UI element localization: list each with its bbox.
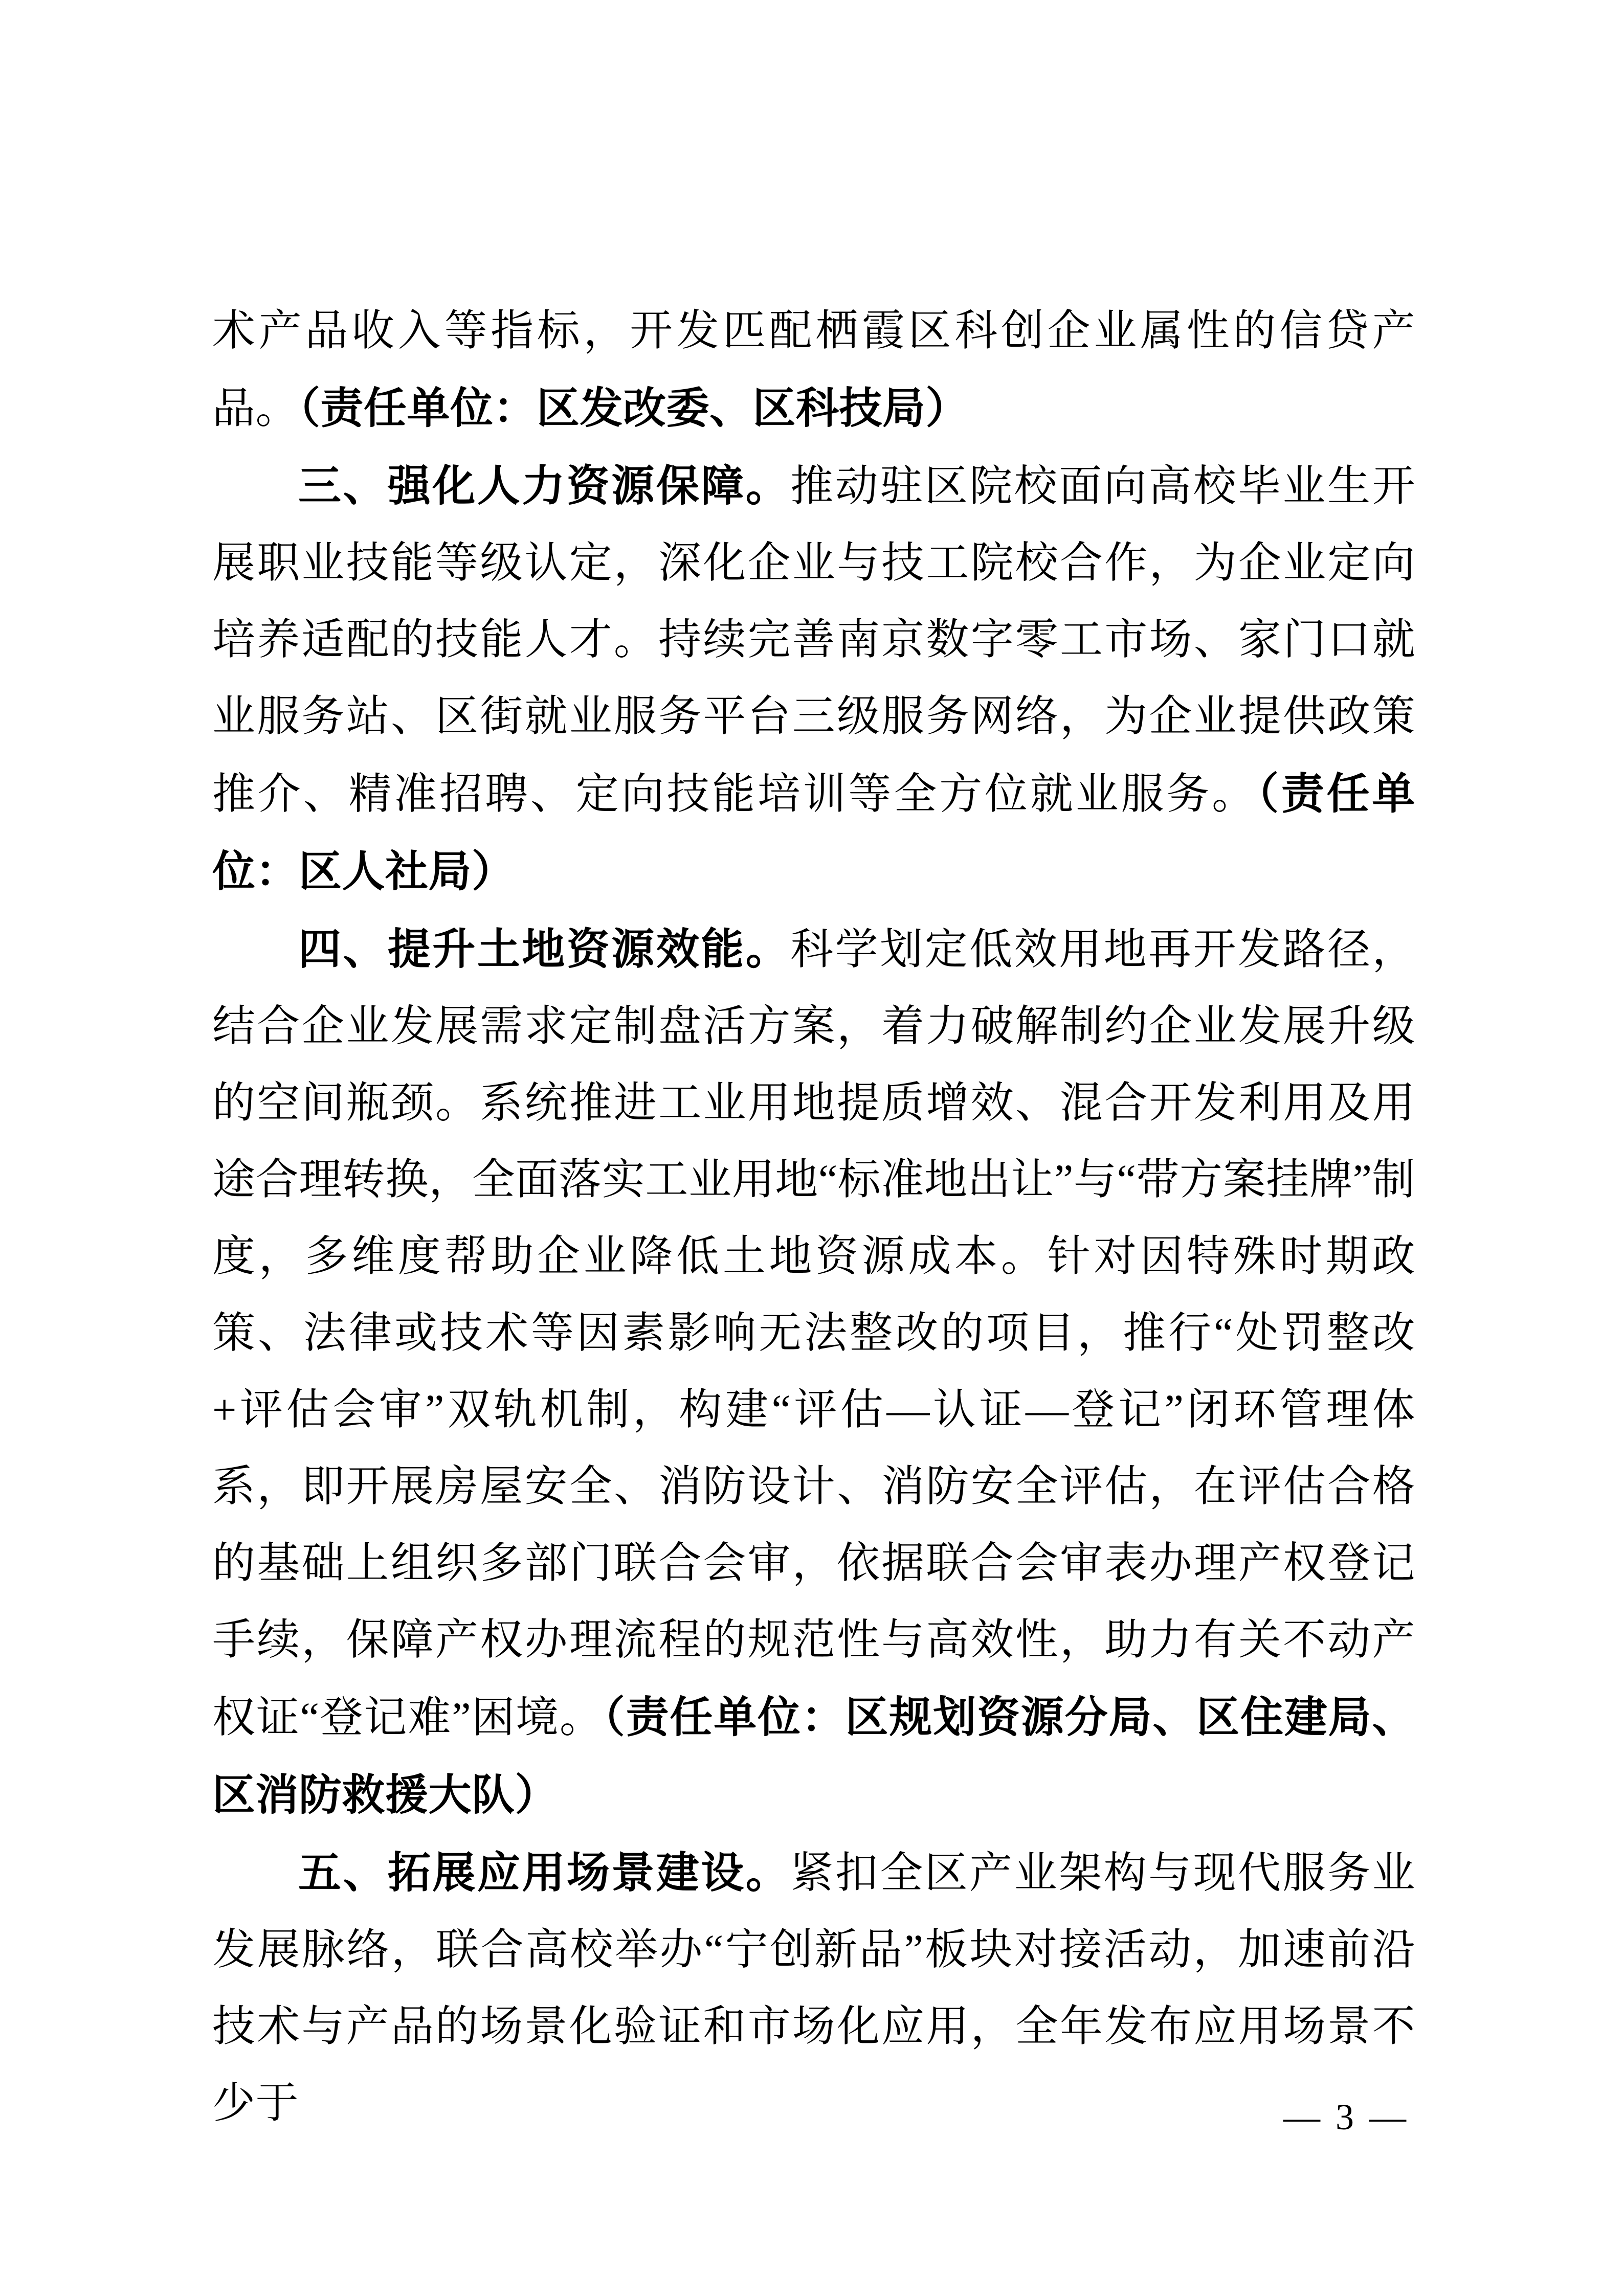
body-segment: 科学划定低效用地再开发路径，结合企业发展需求定制盘活方案，着力破解制约企业发展升级的空间瓶颈。系统推进工业用地提质增效、混合开发利用及用途合理转换，全面落实工业用地“标准地出让”与“带方案挂牌”制度，多维度帮助企业降低土地资源成本。针对因特殊时期政策、法律或技术等因素影响无法整改的项目，推行“处罚整改+评估会审”双轨机制，构建“评估—认证—登记”闭环管理体系，即开展房屋安全、消防设计、消防安全评估，在评估合格的基础上组织多部门联合会审，依据联合会审表办理产权登记手续，保障产权办理流程的规范性与高效性，助力有关不动产权证“登记难”困境。 [212, 926, 1415, 1742]
heading-segment: 四、提升土地资源效能。 [298, 925, 791, 973]
heading-segment: （责任单位：区规划资源分局、区住建局、区消防救援大队） [212, 1693, 1415, 1819]
document-body [212, 293, 1415, 2142]
heading-segment: （责任单位：区人社局） [212, 770, 1415, 895]
heading-segment: 五、拓展应用场景建设。 [298, 1849, 791, 1897]
paragraph [212, 447, 1415, 911]
body-segment: 术产品收入等指标，开发匹配栖霞区科创企业属性的信贷产品。 [212, 307, 1415, 433]
paragraph [212, 1834, 1415, 2142]
body-segment: 紧扣全区产业架构与现代服务业发展脉络，联合高校举办“宁创新品”板块对接活动，加速前沿技术与产品的场景化验证和市场化应用，全年发布应用场景不少于 [212, 1850, 1415, 2127]
paragraph [212, 293, 1415, 447]
heading-segment: 三、强化人力资源保障。 [298, 462, 791, 510]
body-segment: 推动驻区院校面向高校毕业生开展职业技能等级认定，深化企业与技工院校合作，为企业定向培养适配的技能人才。持续完善南京数字零工市场、家门口就业服务站、区街就业服务平台三级服务网络，为企业提供政策推介、精准招聘、定向技能培训等全方位就业服务。 [212, 463, 1415, 818]
paragraph [212, 911, 1415, 1834]
heading-segment: （责任单位：区发改委、区科技局） [299, 384, 969, 432]
page-number: — 3 — [1283, 2097, 1409, 2137]
